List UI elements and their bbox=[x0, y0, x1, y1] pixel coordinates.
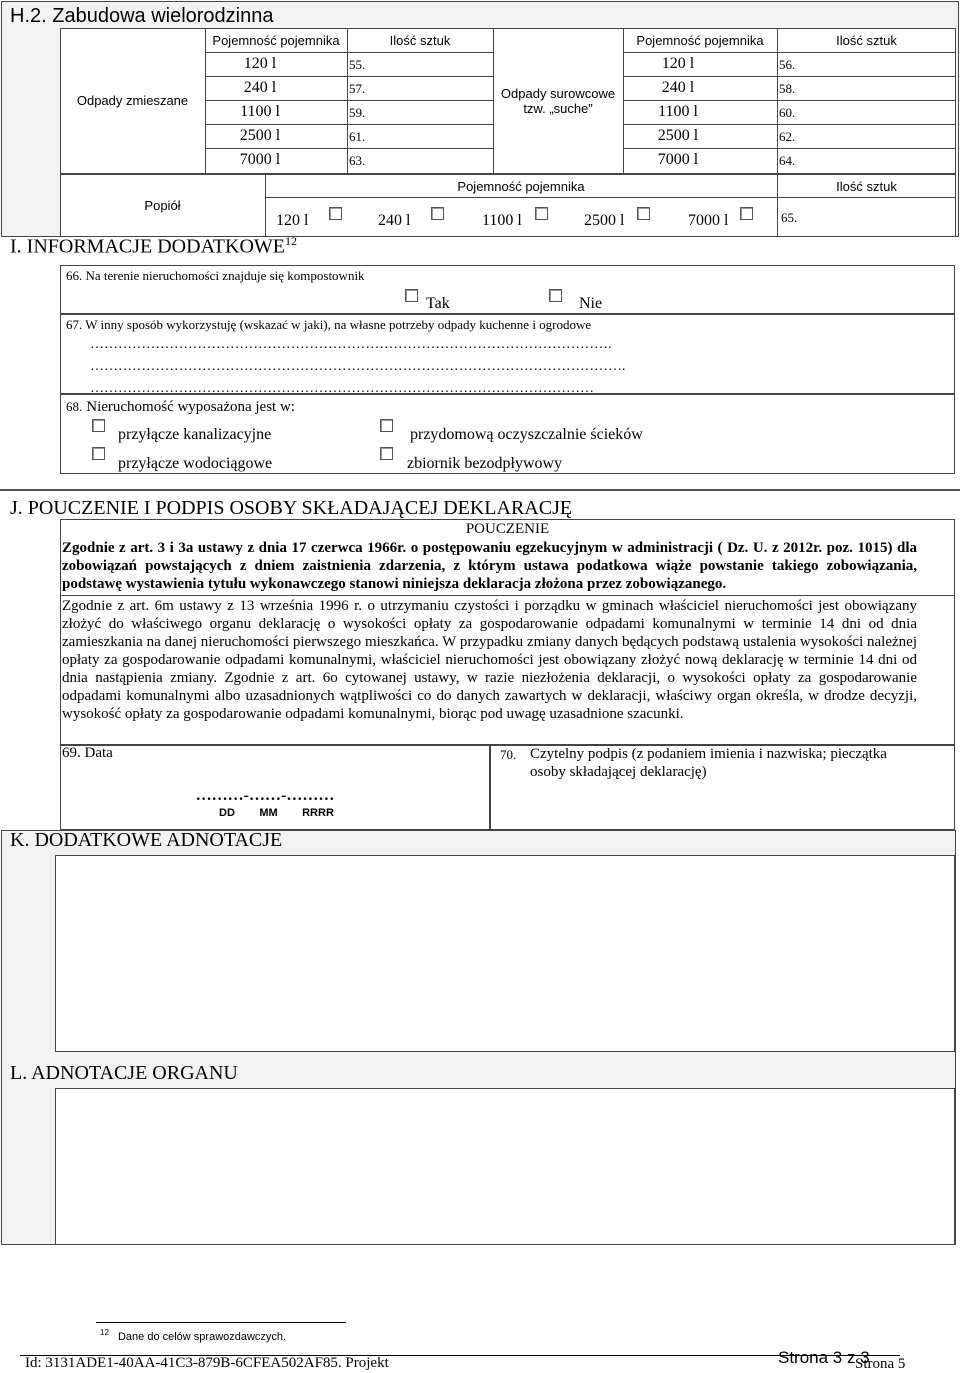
header-count-mixed: Ilość sztuk bbox=[389, 33, 451, 48]
signature-label: Czytelny podpis (z podaniem imienia i nazwiska; pieczątka osoby składającej deklarację) bbox=[530, 746, 887, 780]
ash-option-120: 120 l bbox=[276, 212, 309, 229]
q67-answer-line-2[interactable]: ……………………………………………………………………………………………………. bbox=[90, 359, 626, 374]
mixed-count-field[interactable] bbox=[349, 57, 365, 73]
q67-answer-line-3[interactable]: ……………………………………………………………………………………………… bbox=[90, 381, 594, 396]
page-number-overlay: Strona 3 z 3 bbox=[778, 1348, 870, 1367]
q67-answer-line-1[interactable]: …………………………………………………………………………………………………. bbox=[90, 337, 612, 352]
checkbox-compost-yes[interactable] bbox=[405, 289, 418, 302]
field-number: 63. bbox=[349, 153, 366, 168]
dry-size-120: 120 l bbox=[661, 55, 695, 72]
q67-label: 67. W inny sposób wykorzystuję (wskazać w jaki), na własne potrzeby odpady kuchenne i ogrodowe bbox=[66, 317, 592, 332]
date-format-hint: DD MM RRRR bbox=[219, 807, 334, 819]
mixed-waste-label: Odpady zmieszane bbox=[76, 93, 189, 108]
header-count-dry: Ilość sztuk bbox=[836, 33, 897, 48]
date-label: 69. Data bbox=[62, 745, 113, 761]
section-l-title: L. ADNOTACJE ORGANU bbox=[10, 1062, 238, 1084]
mixed-size-240: 240 l bbox=[243, 79, 277, 96]
checkbox-ash-1100[interactable] bbox=[535, 207, 548, 220]
dry-size-240: 240 l bbox=[661, 79, 695, 96]
field-number: 59. bbox=[349, 105, 366, 120]
row-line bbox=[623, 52, 956, 53]
row-line bbox=[205, 124, 493, 125]
row-line bbox=[623, 148, 956, 149]
checkbox-septic-tank[interactable] bbox=[380, 447, 393, 460]
checkbox-ash-240[interactable] bbox=[431, 207, 444, 220]
field-number: 64. bbox=[779, 153, 796, 168]
ash-option-7000: 7000 l bbox=[688, 212, 729, 229]
dry-count-field[interactable] bbox=[779, 129, 795, 145]
opt-water-label: przyłącze wodociągowe bbox=[118, 455, 273, 472]
row-line bbox=[623, 100, 956, 101]
row-line bbox=[205, 100, 493, 101]
checkbox-compost-no[interactable] bbox=[549, 289, 562, 302]
footnote-number: 12 bbox=[100, 1328, 109, 1337]
mixed-count-field[interactable] bbox=[349, 153, 365, 169]
ash-option-2500: 2500 l bbox=[584, 212, 625, 229]
dry-count-field[interactable] bbox=[779, 153, 795, 169]
field-number: 55. bbox=[349, 57, 366, 72]
field-number: 65. bbox=[781, 210, 798, 225]
ash-option-1100: 1100 l bbox=[482, 212, 522, 229]
section-i-title bbox=[10, 234, 297, 259]
dry-waste-label: Odpady surowcowe tzw. „suche” bbox=[500, 86, 616, 116]
field-number: 60. bbox=[779, 105, 796, 120]
q68-number: 68. bbox=[66, 399, 83, 414]
mixed-size-120: 120 l bbox=[243, 55, 277, 72]
row-line bbox=[60, 595, 955, 596]
checkbox-ash-120[interactable] bbox=[329, 207, 342, 220]
opt-treatment-label: przydomową oczyszczalnie ścieków bbox=[410, 426, 643, 443]
opt-sewer-label: przyłącze kanalizacyjne bbox=[118, 426, 272, 443]
header-capacity-ash: Pojemność pojemnika bbox=[457, 179, 585, 194]
notes-area[interactable] bbox=[55, 855, 955, 1052]
dry-size-1100: 1100 l bbox=[658, 103, 698, 120]
checkbox-water[interactable] bbox=[92, 447, 105, 460]
date-input[interactable]: ………-……-……… bbox=[195, 787, 335, 804]
ash-count-field[interactable] bbox=[781, 210, 797, 226]
ash-label: Popiół bbox=[144, 198, 181, 213]
header-capacity-dry: Pojemność pojemnika bbox=[636, 33, 764, 48]
pouczenie-para-2: Zgodnie z art. 6m ustawy z 13 września 1996 r. o utrzymaniu czystości i porządku w gminach właściciel nieruchomości jest obowiązany złożyć do właściwego organu deklarację o wysokości opłaty za gospodarowanie odpadami komunalnymi w terminie 14 dni od dnia zamieszkania na danej nieruchomości pierwszego mieszkańca. W przypadku zmiany danych będących podstawą ustalenia wysokości należnej opłaty za gospodarowanie odpadami komunalnymi, właściciel nieruchomości jest obowiązany złożyć nową deklarację w terminie 14 dni od dnia nastąpienia zmiany. Zgodnie z art. 6o cytowanej ustawy, w razie niezłożenia deklaracji, o wysokości opłaty za gospodarowanie odpadami komunalnymi albo uzasadnionych wątpliwości co do danych zawartych w deklaracji, właściwy organ określa, w drodze decyzji, wysokość opłaty za gospodarowanie odpadami komunalnymi, biorąc pod uwagę uzasadnione szacunki. bbox=[62, 598, 917, 722]
field-number: 61. bbox=[349, 129, 366, 144]
separator-line bbox=[0, 489, 960, 491]
field-number: 62. bbox=[779, 129, 796, 144]
row-line bbox=[623, 76, 956, 77]
mixed-count-field[interactable] bbox=[349, 129, 365, 145]
section-j-title: J. POUCZENIE I PODPIS OSOBY SKŁADAJĄCEJ DEKLARACJĘ bbox=[10, 497, 573, 519]
col-line bbox=[347, 28, 348, 174]
field-number: 56. bbox=[779, 57, 796, 72]
row-line bbox=[205, 76, 493, 77]
footnote bbox=[100, 1328, 286, 1343]
header-count-ash: Ilość sztuk bbox=[836, 179, 897, 194]
row-line bbox=[623, 124, 956, 125]
q66-label: 66. Na terenie nieruchomości znajduje się kompostownik bbox=[66, 268, 365, 283]
footnote-separator bbox=[96, 1322, 346, 1323]
pouczenie-para-1: Zgodnie z art. 3 i 3a ustawy z dnia 17 czerwca 1966r. o postępowaniu egzekucyjnym w administracji ( Dz. U. z 2012r. poz. 1015) dla zobowiązań powstających z dniem zaistnienia zdarzenia, z którym ustawa podatkowa wiąże powstanie takiego zobowiązania, podstawę wystawienia tytułu wykonawczego stanowi niniejsza deklaracja złożona przez zobowiązanego. bbox=[62, 540, 917, 592]
row-line bbox=[205, 52, 493, 53]
opt-no-label: Nie bbox=[579, 295, 603, 312]
dry-count-field[interactable] bbox=[779, 81, 795, 97]
opt-yes-label: Tak bbox=[426, 295, 450, 312]
ash-option-240: 240 l bbox=[378, 212, 411, 229]
mixed-count-field[interactable] bbox=[349, 105, 365, 121]
document-id: Id: 3131ADE1-40AA-41C3-879B-6CFEA502AF85. Projekt bbox=[25, 1355, 389, 1371]
footnote-text: Dane do celów sprawozdawczych. bbox=[117, 1330, 287, 1343]
section-i-title-text: I. INFORMACJE DODATKOWE bbox=[10, 235, 285, 258]
opt-tank-label: zbiornik bezodpływowy bbox=[407, 455, 563, 472]
col-line bbox=[777, 28, 778, 174]
mixed-size-1100: 1100 l bbox=[240, 103, 280, 120]
mixed-size-7000: 7000 l bbox=[239, 151, 281, 168]
row-line bbox=[205, 148, 493, 149]
row-line bbox=[265, 197, 956, 198]
field-number: 58. bbox=[779, 81, 796, 96]
authority-notes-area[interactable] bbox=[55, 1088, 955, 1245]
mixed-size-2500: 2500 l bbox=[239, 127, 281, 144]
dry-count-field[interactable] bbox=[779, 57, 795, 73]
footnote-ref: 12 bbox=[285, 234, 297, 248]
q68-label bbox=[66, 398, 295, 416]
header-capacity-mixed: Pojemność pojemnika bbox=[212, 33, 340, 48]
checkbox-ash-2500[interactable] bbox=[637, 207, 650, 220]
checkbox-treatment-plant[interactable] bbox=[380, 419, 393, 432]
checkbox-sewer[interactable] bbox=[92, 419, 105, 432]
pouczenie-subtitle: POUCZENIE bbox=[465, 521, 550, 537]
mixed-count-field[interactable] bbox=[349, 81, 365, 97]
page-number: Strona 5 bbox=[855, 1356, 906, 1372]
checkbox-ash-7000[interactable] bbox=[740, 207, 753, 220]
section-k-title: K. DODATKOWE ADNOTACJE bbox=[10, 829, 283, 851]
section-h-title: H.2. Zabudowa wielorodzinna bbox=[10, 5, 274, 27]
dry-size-7000: 7000 l bbox=[657, 151, 699, 168]
field-number: 57. bbox=[349, 81, 366, 96]
dry-count-field[interactable] bbox=[779, 105, 795, 121]
signature-number: 70. bbox=[500, 747, 517, 762]
q68-text: Nieruchomość wyposażona jest w: bbox=[86, 399, 295, 415]
dry-size-2500: 2500 l bbox=[657, 127, 699, 144]
